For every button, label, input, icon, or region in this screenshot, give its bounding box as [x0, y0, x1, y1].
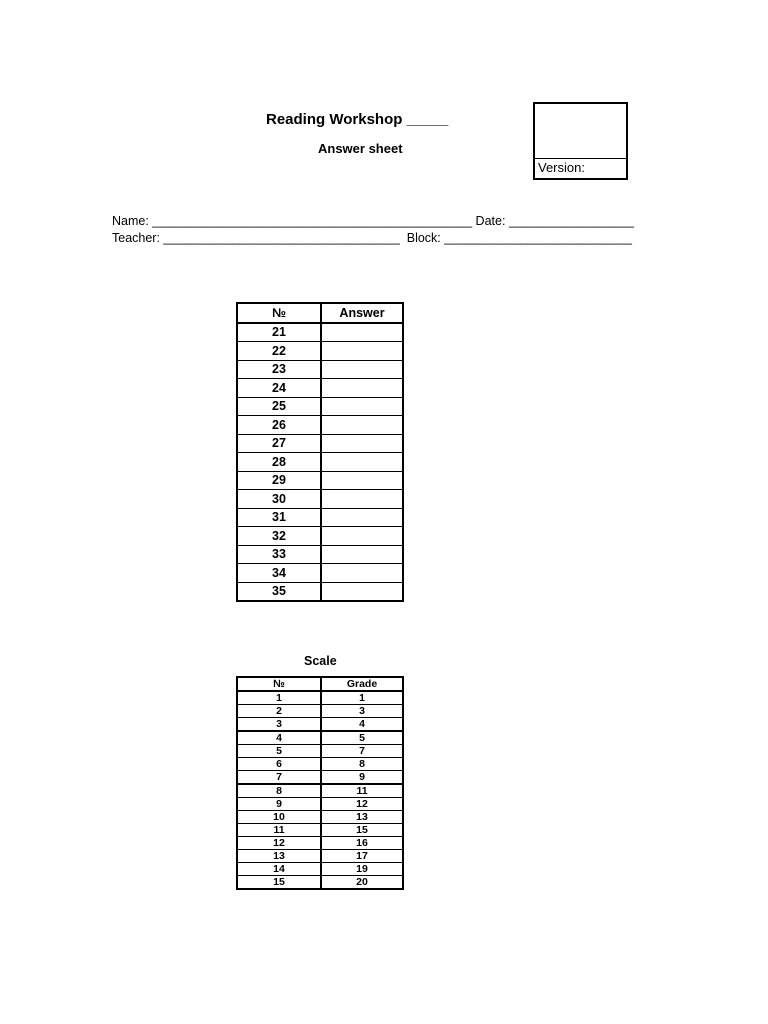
answer-row: [237, 564, 403, 583]
answer-row-number: 23: [237, 360, 321, 379]
answer-row: [237, 471, 403, 490]
scale-row: [237, 876, 403, 890]
answer-row: [237, 453, 403, 472]
scale-row: [237, 798, 403, 811]
answer-row: [237, 582, 403, 601]
scale-row-number: 9: [237, 798, 321, 811]
scale-row: [237, 745, 403, 758]
answer-row: [237, 323, 403, 342]
scale-row-number: 2: [237, 705, 321, 718]
version-label: Version:: [538, 160, 585, 175]
scale-row-number: 4: [237, 731, 321, 745]
answer-table-number-header: №: [237, 303, 321, 323]
scale-row-grade: 19: [321, 863, 403, 876]
scale-row: [237, 863, 403, 876]
scale-table: [236, 676, 404, 890]
scale-row-grade: 9: [321, 771, 403, 785]
answer-table-header-row: [237, 303, 403, 323]
scale-row: [237, 771, 403, 785]
version-blank-area[interactable]: [535, 104, 626, 159]
answer-row-number: 24: [237, 379, 321, 398]
scale-row-number: 13: [237, 850, 321, 863]
scale-row-grade: 5: [321, 731, 403, 745]
scale-row-grade: 12: [321, 798, 403, 811]
scale-row-number: 12: [237, 837, 321, 850]
answer-row-number: 21: [237, 323, 321, 342]
answer-cell[interactable]: [321, 471, 403, 490]
answer-row: [237, 397, 403, 416]
scale-row: [237, 811, 403, 824]
scale-title: Scale: [304, 654, 337, 668]
answer-row: [237, 434, 403, 453]
scale-row: [237, 850, 403, 863]
answer-table-answer-header: Answer: [321, 303, 403, 323]
scale-row-number: 5: [237, 745, 321, 758]
scale-row: [237, 705, 403, 718]
answer-row: [237, 508, 403, 527]
scale-table-header-row: [237, 677, 403, 691]
scale-row-grade: 7: [321, 745, 403, 758]
answer-cell[interactable]: [321, 416, 403, 435]
scale-row-grade: 16: [321, 837, 403, 850]
scale-row-number: 3: [237, 718, 321, 732]
page-subtitle: Answer sheet: [318, 141, 403, 156]
scale-row-grade: 3: [321, 705, 403, 718]
scale-row-number: 11: [237, 824, 321, 837]
scale-row-number: 10: [237, 811, 321, 824]
page-title: Reading Workshop _____: [266, 111, 449, 128]
answer-row-number: 31: [237, 508, 321, 527]
answer-row: [237, 360, 403, 379]
answer-row-number: 32: [237, 527, 321, 546]
scale-row-grade: 17: [321, 850, 403, 863]
scale-row: [237, 837, 403, 850]
answer-row: [237, 490, 403, 509]
scale-row-number: 14: [237, 863, 321, 876]
answer-cell[interactable]: [321, 453, 403, 472]
scale-row: [237, 758, 403, 771]
answer-row-number: 35: [237, 582, 321, 601]
teacher-block-line[interactable]: Teacher: __________________________________ Block: ___________________________: [112, 231, 632, 245]
answer-row: [237, 342, 403, 361]
answer-row-number: 34: [237, 564, 321, 583]
scale-row-number: 1: [237, 691, 321, 705]
answer-cell[interactable]: [321, 323, 403, 342]
scale-table-number-header: №: [237, 677, 321, 691]
scale-row: [237, 824, 403, 837]
answer-row-number: 25: [237, 397, 321, 416]
scale-row-grade: 15: [321, 824, 403, 837]
scale-row-number: 7: [237, 771, 321, 785]
version-box[interactable]: [533, 102, 628, 180]
scale-row-grade: 8: [321, 758, 403, 771]
answer-row-number: 33: [237, 545, 321, 564]
answer-row-number: 22: [237, 342, 321, 361]
scale-row-number: 6: [237, 758, 321, 771]
scale-row-number: 15: [237, 876, 321, 890]
answer-row-number: 26: [237, 416, 321, 435]
answer-cell[interactable]: [321, 342, 403, 361]
answer-cell[interactable]: [321, 379, 403, 398]
answer-row: [237, 379, 403, 398]
scale-row-grade: 11: [321, 784, 403, 798]
answer-cell[interactable]: [321, 508, 403, 527]
answer-cell[interactable]: [321, 545, 403, 564]
answer-row: [237, 527, 403, 546]
answer-row-number: 28: [237, 453, 321, 472]
answer-cell[interactable]: [321, 434, 403, 453]
answer-row-number: 27: [237, 434, 321, 453]
answer-row: [237, 545, 403, 564]
answer-row-number: 29: [237, 471, 321, 490]
answer-row-number: 30: [237, 490, 321, 509]
answer-table: [236, 302, 404, 602]
scale-row-grade: 4: [321, 718, 403, 732]
scale-row-number: 8: [237, 784, 321, 798]
scale-row: [237, 691, 403, 705]
answer-cell[interactable]: [321, 527, 403, 546]
scale-row-grade: 20: [321, 876, 403, 890]
scale-row-grade: 1: [321, 691, 403, 705]
answer-cell[interactable]: [321, 582, 403, 601]
scale-row: [237, 731, 403, 745]
answer-cell[interactable]: [321, 360, 403, 379]
answer-cell[interactable]: [321, 564, 403, 583]
name-date-line[interactable]: Name: ______________________________________________ Date: __________________: [112, 214, 635, 228]
scale-table-grade-header: Grade: [321, 677, 403, 691]
answer-cell[interactable]: [321, 397, 403, 416]
scale-row: [237, 784, 403, 798]
answer-cell[interactable]: [321, 490, 403, 509]
answer-row: [237, 416, 403, 435]
scale-row: [237, 718, 403, 732]
scale-row-grade: 13: [321, 811, 403, 824]
